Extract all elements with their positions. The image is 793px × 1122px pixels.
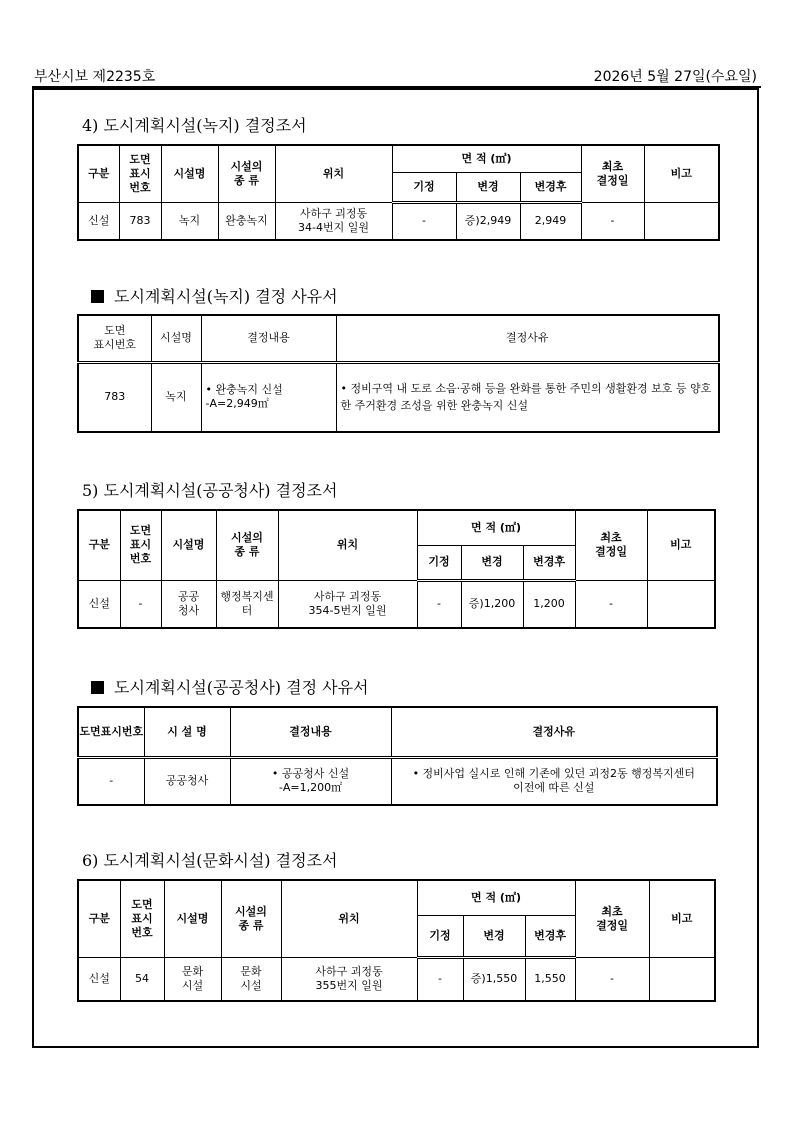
cell-note: [644, 202, 719, 240]
header-after: 변경후: [525, 915, 575, 957]
cell-existing: -: [417, 957, 463, 1001]
cell-note: [647, 580, 715, 628]
table-row: [78, 362, 719, 432]
header-existing: 기정: [417, 545, 461, 580]
cell-map-no: 783: [78, 362, 151, 432]
cell-type: 행정복지센 터: [216, 580, 278, 628]
reason-title-text: 도시계획시설(녹지) 결정 사유서: [114, 287, 338, 306]
plan-table-cultural: [77, 879, 716, 1002]
header-type: 시설의 종 류: [218, 145, 275, 202]
header-change: 변경: [456, 172, 520, 202]
plan-table-title-public-office: 5) 도시계획시설(공공청사) 결정조서: [82, 481, 338, 500]
cell-name: 문화 시설: [164, 957, 221, 1001]
header-existing: 기정: [392, 172, 456, 202]
header-area: 면 적 (㎡): [392, 145, 581, 172]
cell-reason: • 정비구역 내 도로 소음·공해 등을 완화를 통한 주민의 생활환경 보호 등 양호 한 주거환경 조성을 위한 완충녹지 신설: [336, 362, 719, 432]
header-name: 시설명: [164, 880, 221, 957]
header-map-no: 도면 표시 번호: [120, 510, 161, 580]
cell-location: 사하구 괴정동 355번지 일원: [281, 957, 417, 1001]
table-row: [78, 757, 717, 805]
cell-name: 공공 청사: [161, 580, 216, 628]
cell-location: 사하구 괴정동 354-5번지 일원: [278, 580, 417, 628]
header-map-no: 도면 표시번호: [78, 315, 151, 362]
table-row: [78, 202, 719, 240]
cell-change: 증)1,200: [461, 580, 523, 628]
plan-table-public-office: [77, 509, 716, 629]
cell-content: • 완충녹지 신설 -A=2,949㎡: [201, 362, 336, 432]
header-note: 비고: [644, 145, 719, 202]
cell-gubun: 신설: [78, 580, 120, 628]
header-name: 시설명: [161, 145, 218, 202]
reason-title-text: 도시계획시설(공공청사) 결정 사유서: [114, 678, 369, 697]
cell-first-date: -: [575, 957, 649, 1001]
header-after: 변경후: [520, 172, 581, 202]
header-after: 변경후: [523, 545, 575, 580]
header-name: 시 설 명: [144, 707, 230, 757]
header-existing: 기정: [417, 915, 463, 957]
black-square-icon: [91, 290, 104, 303]
cell-map-no: 54: [120, 957, 164, 1001]
header-location: 위치: [281, 880, 417, 957]
header-first-date: 최초 결정일: [575, 510, 647, 580]
header-first-date: 최초 결정일: [575, 880, 649, 957]
cell-map-no: -: [78, 757, 144, 805]
cell-map-no: 783: [119, 202, 161, 240]
header-content: 결정내용: [230, 707, 391, 757]
header-gubun: 구분: [78, 880, 120, 957]
header-content: 결정내용: [201, 315, 336, 362]
header-type: 시설의 종 류: [221, 880, 281, 957]
header-note: 비고: [649, 880, 715, 957]
header-map-no: 도면 표시 번호: [120, 880, 164, 957]
plan-table-title-greenbelt: 4) 도시계획시설(녹지) 결정조서: [82, 116, 307, 135]
reason-table-title-public-office: [91, 675, 369, 698]
header-location: 위치: [275, 145, 392, 202]
cell-gubun: 신설: [78, 202, 119, 240]
cell-content: • 공공청사 신설 -A=1,200㎡: [230, 757, 391, 805]
header-gubun: 구분: [78, 510, 120, 580]
cell-first-date: -: [575, 580, 647, 628]
reason-table-greenbelt: [77, 314, 720, 433]
header-map-no: 도면 표시 번호: [119, 145, 161, 202]
cell-change: 증)2,949: [456, 202, 520, 240]
plan-table-greenbelt: [77, 144, 720, 241]
cell-note: [649, 957, 715, 1001]
header-change: 변경: [463, 915, 525, 957]
cell-name: 공공청사: [144, 757, 230, 805]
header-map-no: 도면표시번호: [78, 707, 144, 757]
header-change: 변경: [461, 545, 523, 580]
header-gubun: 구분: [78, 145, 119, 202]
bulletin-issue: 부산시보 제2235호: [34, 69, 156, 85]
cell-type: 완충녹지: [218, 202, 275, 240]
cell-location: 사하구 괴정동 34-4번지 일원: [275, 202, 392, 240]
header-note: 비고: [647, 510, 715, 580]
cell-name: 녹지: [161, 202, 218, 240]
cell-existing: -: [417, 580, 461, 628]
cell-after: 1,200: [523, 580, 575, 628]
table-row: [78, 957, 715, 1001]
cell-after: 1,550: [525, 957, 575, 1001]
cell-after: 2,949: [520, 202, 581, 240]
table-row: [78, 580, 715, 628]
black-square-icon: [91, 681, 104, 694]
publication-date: 2026년 5월 27일(수요일): [593, 69, 757, 85]
cell-type: 문화 시설: [221, 957, 281, 1001]
cell-first-date: -: [581, 202, 644, 240]
header-area: 면 적 (㎡): [417, 880, 575, 915]
cell-existing: -: [392, 202, 456, 240]
header-location: 위치: [278, 510, 417, 580]
reason-table-public-office: [77, 706, 718, 806]
cell-name: 녹지: [151, 362, 201, 432]
header-reason: 결정사유: [391, 707, 717, 757]
header-name: 시설명: [161, 510, 216, 580]
header-first-date: 최초 결정일: [581, 145, 644, 202]
header-area: 면 적 (㎡): [417, 510, 575, 545]
reason-table-title-greenbelt: [91, 284, 338, 307]
cell-map-no: -: [120, 580, 161, 628]
cell-change: 증)1,550: [463, 957, 525, 1001]
cell-reason: • 정비사업 실시로 인해 기존에 있던 괴정2동 행정복지센터 이전에 따른 신설: [391, 757, 717, 805]
header-reason: 결정사유: [336, 315, 719, 362]
plan-table-title-cultural: 6) 도시계획시설(문화시설) 결정조서: [82, 851, 338, 870]
header-name: 시설명: [151, 315, 201, 362]
header-type: 시설의 종 류: [216, 510, 278, 580]
cell-gubun: 신설: [78, 957, 120, 1001]
